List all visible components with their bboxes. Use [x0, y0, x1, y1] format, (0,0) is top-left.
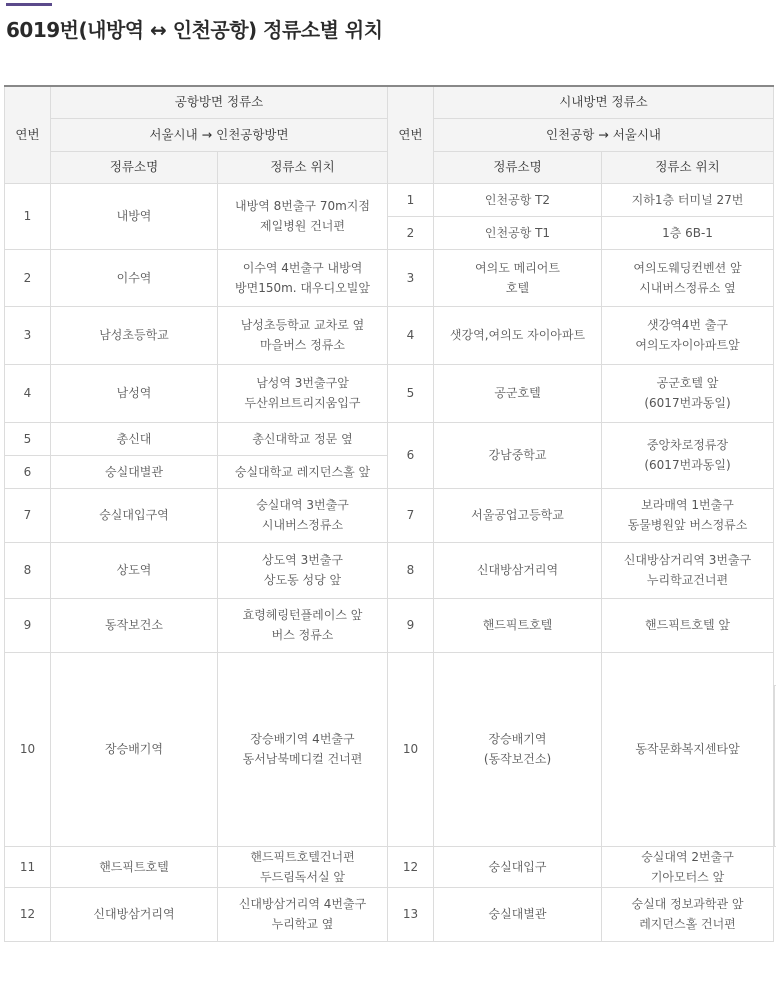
right-stop-location-line: 보라매역 1번출구: [605, 495, 770, 515]
left-stop-number-line: 3: [8, 325, 47, 345]
left-stop-location: [218, 183, 388, 249]
right-stop-number-line: 9: [391, 615, 430, 635]
left-stop-location-line: 제일병원 건너편: [221, 216, 384, 236]
left-stop-location-line: 신대방삼거리역 4번출구: [221, 894, 384, 914]
direction-header-airport: 서울시내 → 인천공항방면: [51, 118, 388, 151]
right-stop-name: [434, 364, 602, 422]
left-stop-location-line: 장승배기역 4번출구: [221, 729, 384, 749]
right-stop-location: [602, 598, 774, 652]
left-stop-location-line: 마을버스 정류소: [221, 335, 384, 355]
left-stop-number: [5, 455, 51, 488]
left-stop-location-line: 총신대학교 정문 옆: [221, 429, 384, 449]
left-stop-number: [5, 306, 51, 364]
right-stop-number-line: 10: [391, 739, 430, 759]
left-stop-location-line: 상도동 성당 앞: [221, 570, 384, 590]
left-stop-name-line: 이수역: [54, 268, 214, 288]
right-stop-name: [434, 846, 602, 887]
left-stop-location-line: 시내버스정류소: [221, 515, 384, 535]
right-stop-name-line: 핸드픽트호텔: [437, 615, 598, 635]
left-stop-location: [218, 306, 388, 364]
left-stop-location-line: 방면150m. 대우디오빌앞: [221, 278, 384, 298]
left-stop-name-line: 숭실대입구역: [54, 505, 214, 525]
right-stop-location-line: 샛강역4번 출구: [605, 315, 770, 335]
left-stop-location: [218, 249, 388, 306]
right-stop-name: [434, 887, 602, 941]
right-stop-number: [388, 364, 434, 422]
right-stop-location-line: 누리학교건너편: [605, 570, 770, 590]
right-stop-location-line: (6017번과동일): [605, 393, 770, 413]
right-stop-number-line: 1: [391, 190, 430, 210]
right-stop-number: [388, 306, 434, 364]
left-stop-number: [5, 249, 51, 306]
right-stop-location: [602, 488, 774, 542]
right-stop-location-line: 동물병원앞 버스정류소: [605, 515, 770, 535]
right-stop-location: [602, 364, 774, 422]
right-stop-location-line: 공군호텔 앞: [605, 373, 770, 393]
right-stop-name-line: 숭실대입구: [437, 857, 598, 877]
left-stop-location: [218, 455, 388, 488]
right-stop-location-line: 중앙차로정류장: [605, 435, 770, 455]
left-stop-number: [5, 488, 51, 542]
right-stop-location-line: 지하1층 터미널 27번: [605, 190, 770, 210]
left-stop-location-line: 동서남북메디컬 건너편: [221, 749, 384, 769]
right-stop-name: [434, 488, 602, 542]
right-stop-number-line: 3: [391, 268, 430, 288]
left-stop-name: [51, 249, 218, 306]
left-stop-location-line: 누리학교 옆: [221, 914, 384, 934]
right-stop-number-line: 8: [391, 560, 430, 580]
right-stop-number: [388, 249, 434, 306]
right-stop-number: [388, 598, 434, 652]
left-stop-location-line: 숭실대역 3번출구: [221, 495, 384, 515]
left-stop-location-line: 상도역 3번출구: [221, 550, 384, 570]
left-stop-name: [51, 542, 218, 598]
left-stop-location: [218, 422, 388, 455]
col-header-stop-location-right: 정류소 위치: [602, 151, 774, 183]
right-stop-number-line: 4: [391, 325, 430, 345]
left-stop-name: [51, 488, 218, 542]
right-stop-name-line: 숭실대별관: [437, 904, 598, 924]
left-stop-location-line: 이수역 4번출구 내방역: [221, 258, 384, 278]
left-stop-name-line: 남성역: [54, 383, 214, 403]
table-row: [5, 652, 775, 685]
left-stop-location-line: 남성초등학교 교차로 옆: [221, 315, 384, 335]
left-stop-name-line: 숭실대별관: [54, 462, 214, 482]
left-stop-location-line: 두드림독서실 앞: [221, 867, 384, 887]
col-header-stop-location-left: 정류소 위치: [218, 151, 388, 183]
group-header-airport: 공항방면 정류소: [51, 86, 388, 118]
left-stop-location-line: 버스 정류소: [221, 625, 384, 645]
right-stop-location-line: (6017번과동일): [605, 455, 770, 475]
right-stop-name-line: 서울공업고등학교: [437, 505, 598, 525]
right-stop-number: [388, 422, 434, 488]
right-stop-location-line: 신대방삼거리역 3번출구: [605, 550, 770, 570]
right-stop-number-line: 12: [391, 857, 430, 877]
table-body: [5, 183, 775, 999]
right-stop-location: [602, 306, 774, 364]
right-stop-location-line: 숭실대역 2번출구: [605, 847, 770, 867]
right-stop-name-line: 여의도 메리어트: [437, 258, 598, 278]
right-stop-name-line: 강남중학교: [437, 445, 598, 465]
right-stop-location: [602, 422, 774, 488]
right-stop-location: [602, 542, 774, 598]
right-stop-location-line: 핸드픽트호텔 앞: [605, 615, 770, 635]
right-stop-location-line: 숭실대 정보과학관 앞: [605, 894, 770, 914]
left-stop-location: [218, 488, 388, 542]
right-stop-location: [602, 887, 774, 941]
left-stop-name: [51, 364, 218, 422]
left-stop-number-line: 4: [8, 383, 47, 403]
left-stop-name: [51, 422, 218, 455]
right-stop-name: [434, 598, 602, 652]
col-header-stop-name-left: 정류소명: [51, 151, 218, 183]
right-stop-name: [434, 249, 602, 306]
right-stop-name: [434, 216, 602, 249]
right-stop-location: [602, 652, 774, 846]
left-stop-number-line: 5: [8, 429, 47, 449]
right-stop-location: [602, 249, 774, 306]
left-stop-name-line: 총신대: [54, 429, 214, 449]
left-stop-number: [5, 598, 51, 652]
left-stop-number: [5, 422, 51, 455]
right-stop-location: [602, 216, 774, 249]
left-stop-name: [51, 455, 218, 488]
left-stop-name-line: 상도역: [54, 560, 214, 580]
left-stop-location-line: 남성역 3번출구앞: [221, 373, 384, 393]
left-stop-number: [5, 846, 51, 887]
table-row: [5, 542, 775, 598]
left-stop-name-line: 남성초등학교: [54, 325, 214, 345]
right-stop-number: [388, 216, 434, 249]
right-stop-number-line: 5: [391, 383, 430, 403]
table-row: [5, 941, 775, 999]
right-stop-location-line: 레지던스홀 건너편: [605, 914, 770, 934]
right-stop-location-line: 1층 6B-1: [605, 223, 770, 243]
right-stop-name-line: 인천공항 T1: [437, 223, 598, 243]
right-stop-number: [388, 652, 434, 846]
left-stop-number-line: 9: [8, 615, 47, 635]
title-accent-bar: [6, 3, 52, 6]
table-row: [5, 183, 775, 216]
right-stop-number-line: 6: [391, 445, 430, 465]
left-stop-name: [51, 306, 218, 364]
left-stop-number: [5, 652, 51, 846]
right-stop-name-line: (동작보건소): [437, 749, 598, 769]
left-stop-number-line: 2: [8, 268, 47, 288]
right-stop-name: [434, 652, 602, 846]
col-header-num-right: 연번: [388, 86, 434, 183]
left-stop-number-line: 11: [8, 857, 47, 877]
right-stop-number: [388, 887, 434, 941]
direction-header-city: 인천공항 → 서울시내: [434, 118, 774, 151]
left-stop-number-line: 7: [8, 505, 47, 525]
table-row: [5, 422, 775, 455]
right-stop-name-line: 공군호텔: [437, 383, 598, 403]
page-title: 6019번(내방역 ↔ 인천공항) 정류소별 위치: [6, 14, 383, 43]
left-stop-location-line: 핸드픽트호텔건너편: [221, 847, 384, 867]
left-stop-name-line: 신대방삼거리역: [54, 904, 214, 924]
right-stop-location-line: 시내버스정류소 옆: [605, 278, 770, 298]
right-stop-number-line: 7: [391, 505, 430, 525]
table-row: [5, 488, 775, 542]
right-stop-number: [388, 488, 434, 542]
left-stop-name: [51, 652, 218, 846]
left-stop-location-line: 효령헤링턴플레이스 앞: [221, 605, 384, 625]
right-stop-name-line: 장승배기역: [437, 729, 598, 749]
left-stop-number-line: 10: [8, 739, 47, 759]
left-stop-number: [5, 183, 51, 249]
left-stop-name: [51, 887, 218, 941]
left-stop-number-line: 8: [8, 560, 47, 580]
right-stop-location-line: 여의도자이아파트앞: [605, 335, 770, 355]
left-stop-number-line: 12: [8, 904, 47, 924]
table-row: [5, 887, 775, 941]
table-row: [5, 364, 775, 422]
left-stop-number: [5, 364, 51, 422]
right-stop-number-line: 13: [391, 904, 430, 924]
left-stop-location: [218, 598, 388, 652]
col-header-stop-name-right: 정류소명: [434, 151, 602, 183]
left-stop-location-line: 숭실대학교 레지던스홀 앞: [221, 462, 384, 482]
left-stop-name: [51, 846, 218, 887]
left-stop-number: [5, 887, 51, 941]
left-stop-number-line: 1: [8, 206, 47, 226]
right-stop-name-line: 샛강역,여의도 자이아파트: [437, 325, 598, 345]
right-stop-number: [388, 846, 434, 887]
left-stop-name: [51, 598, 218, 652]
left-stop-number: [5, 542, 51, 598]
right-stop-number-line: 2: [391, 223, 430, 243]
left-stop-location-line: 두산위브트리지움입구: [221, 393, 384, 413]
left-stop-location: [218, 652, 388, 846]
table-row: [5, 306, 775, 364]
right-stop-number: [388, 542, 434, 598]
left-stop-name: [51, 183, 218, 249]
left-stop-location: [218, 846, 388, 887]
right-stop-number: [388, 183, 434, 216]
left-stop-location: [218, 542, 388, 598]
table-row: [5, 598, 775, 652]
col-header-num-left: 연번: [5, 86, 51, 183]
group-header-city: 시내방면 정류소: [434, 86, 774, 118]
left-stop-name-line: 동작보건소: [54, 615, 214, 635]
right-stop-location-line: 동작문화복지센타앞: [605, 739, 770, 759]
right-stop-name-line: 호텔: [437, 278, 598, 298]
right-stop-name-line: 인천공항 T2: [437, 190, 598, 210]
right-stop-name: [434, 183, 602, 216]
left-stop-name-line: 장승배기역: [54, 739, 214, 759]
right-stop-name-line: 신대방삼거리역: [437, 560, 598, 580]
left-stop-name-line: 내방역: [54, 206, 214, 226]
right-stop-name: [434, 422, 602, 488]
bus-stop-table: [4, 85, 775, 999]
right-stop-location-line: 기아모터스 앞: [605, 867, 770, 887]
right-stop-location: [602, 183, 774, 216]
left-stop-name-line: 핸드픽트호텔: [54, 857, 214, 877]
table-row: [5, 249, 775, 306]
right-stop-location-line: 여의도웨딩컨벤션 앞: [605, 258, 770, 278]
right-stop-location: [602, 846, 774, 887]
right-stop-name: [434, 306, 602, 364]
table-row: [5, 846, 775, 887]
left-stop-number-line: 6: [8, 462, 47, 482]
left-stop-location-line: 내방역 8번출구 70m지점: [221, 196, 384, 216]
right-stop-name: [434, 542, 602, 598]
left-stop-location: [218, 887, 388, 941]
left-stop-location: [218, 364, 388, 422]
